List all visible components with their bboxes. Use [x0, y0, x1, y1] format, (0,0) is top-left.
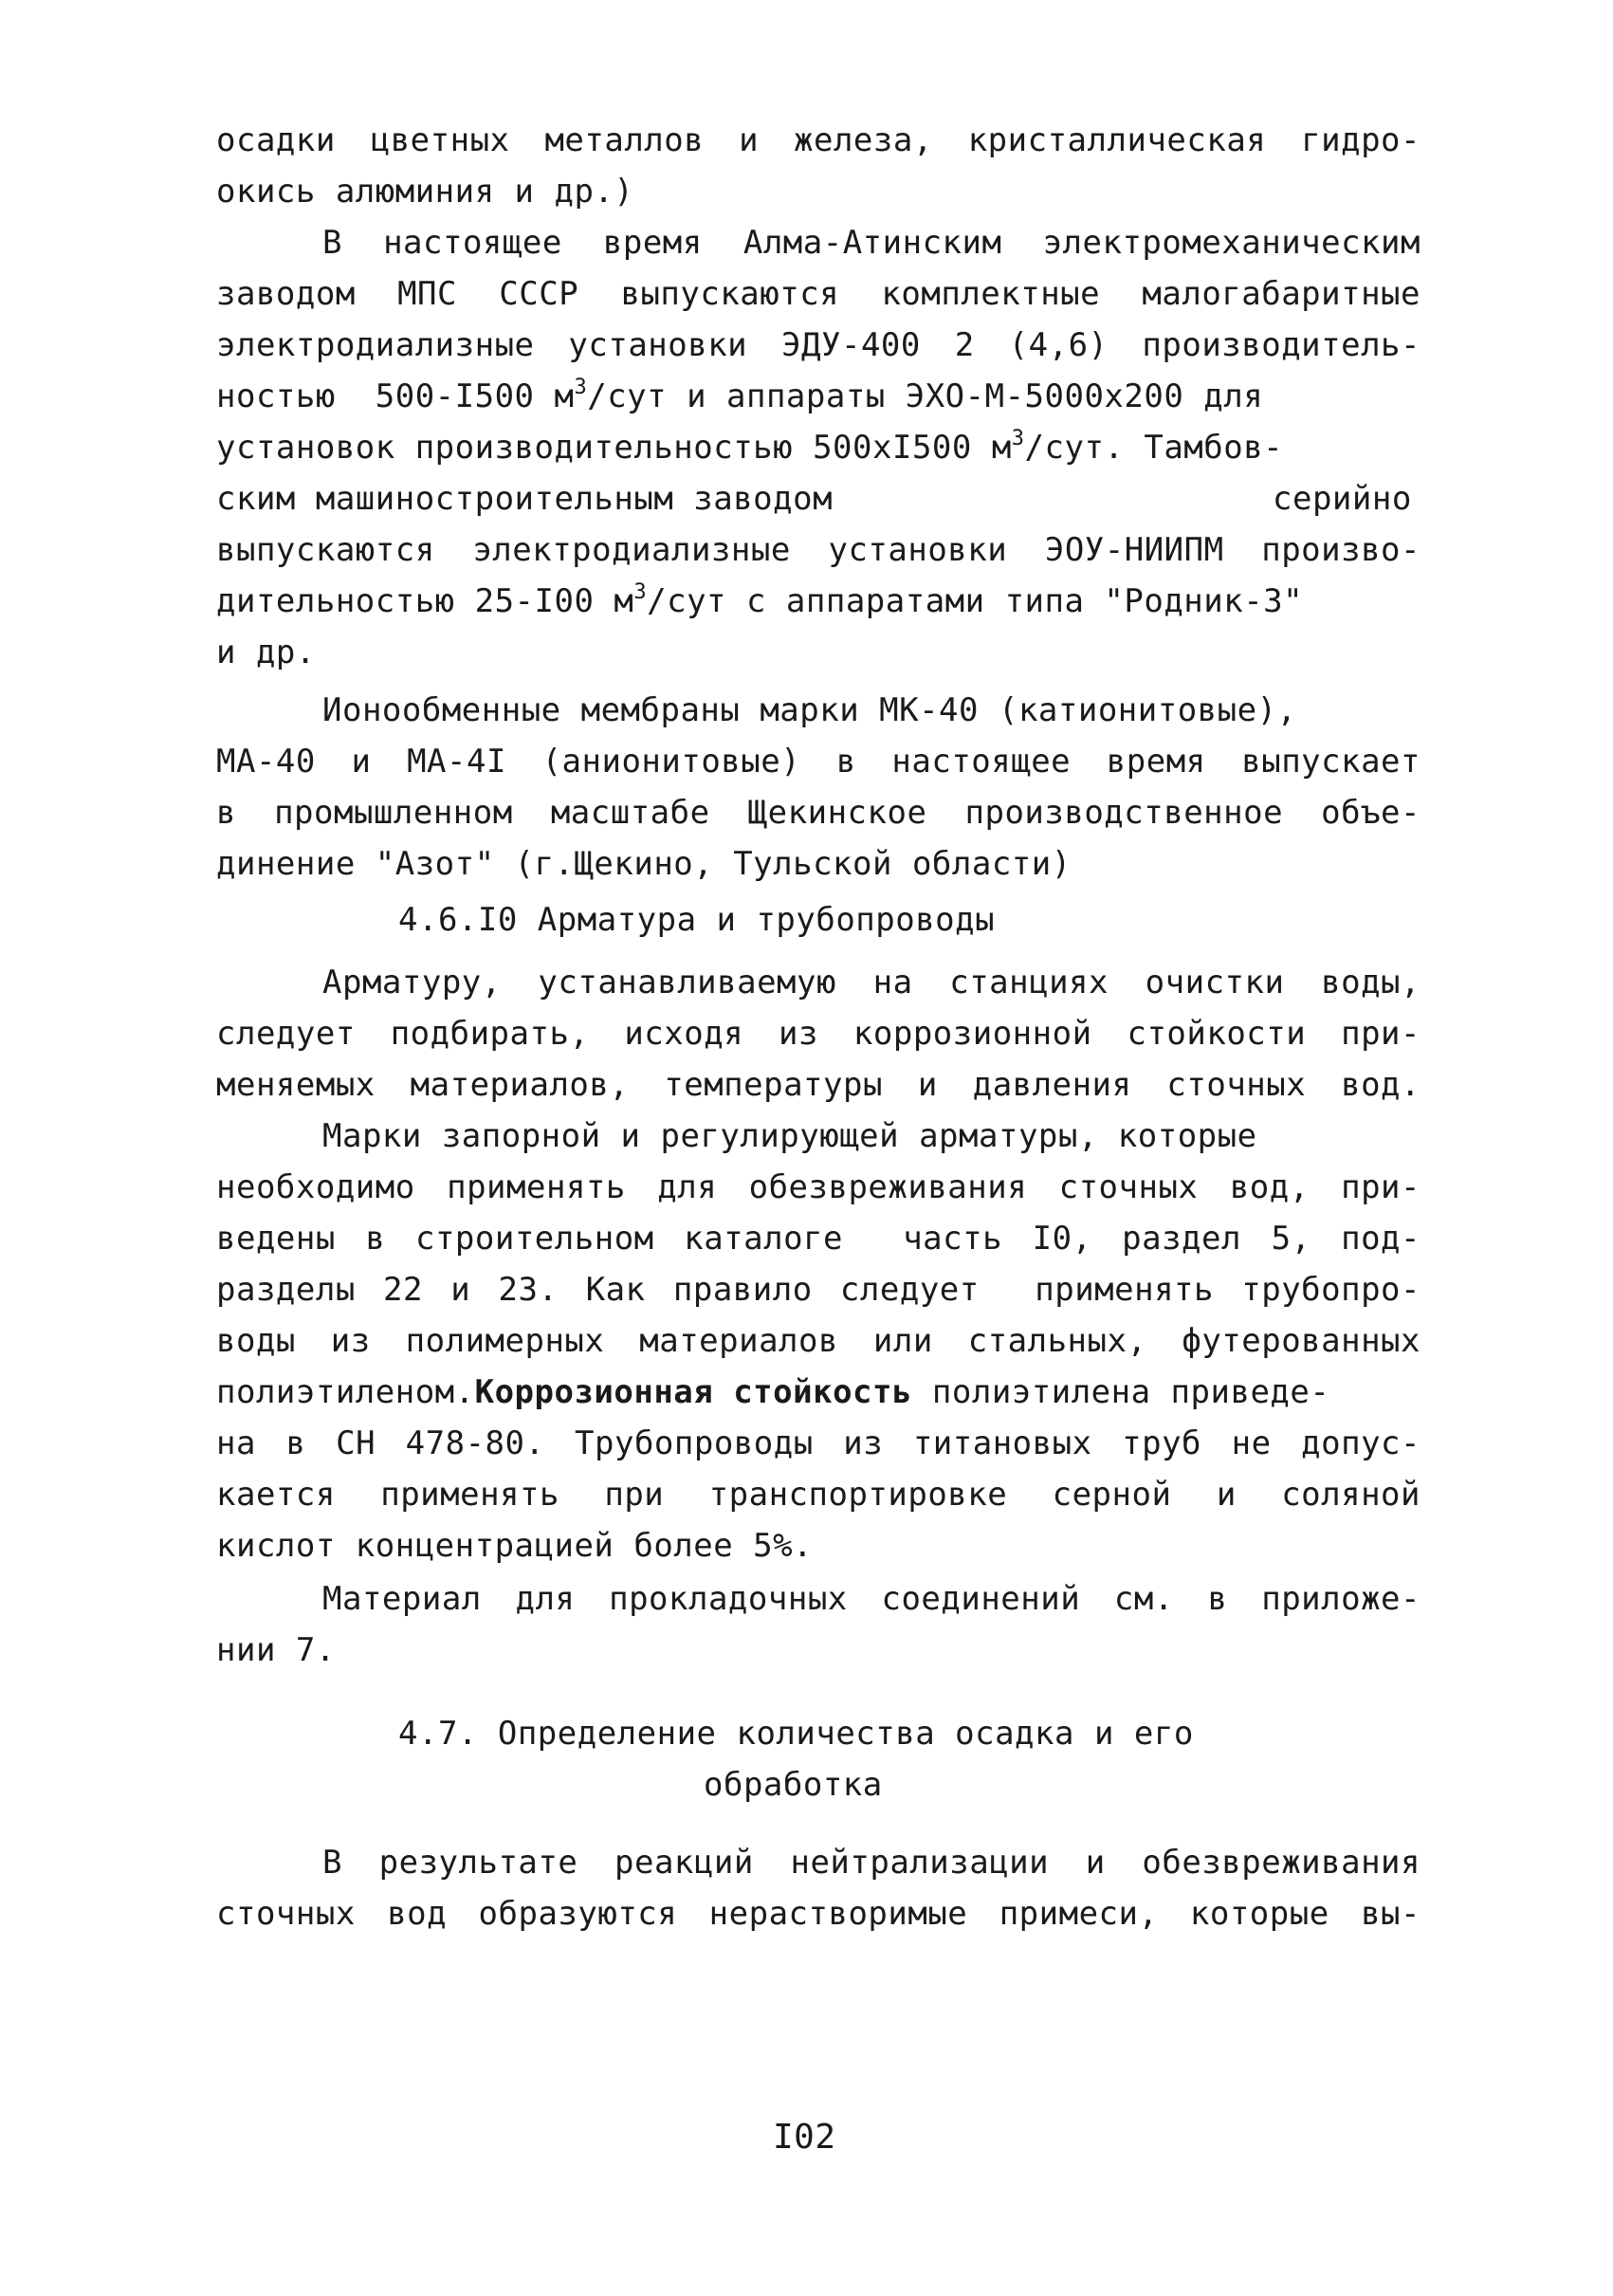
text-line: кается применять при транспортировке серной и соляной [216, 1476, 1421, 1514]
bold-text-fragment: Коррозионная стойкость [474, 1373, 912, 1411]
text-line: серийно [1273, 480, 1412, 518]
text-line: выпускаются электродиализные установки ЭОУ-НИИПМ произво- [216, 531, 1421, 569]
text-line: ским машиностроительным заводом [216, 480, 834, 518]
text-line: окись алюминия и др.) [216, 173, 634, 211]
text-fragment: установок производительностью 500хI500 м [216, 429, 1012, 467]
text-line: ведены в строительном каталоге часть I0, раздел 5, под- [216, 1220, 1421, 1258]
text-line: кислот концентрацией более 5%. [216, 1527, 814, 1565]
text-line: следует подбирать, исходя из коррозионной стойкости при- [216, 1015, 1421, 1053]
text-line: динение "Азот" (г.Щекино, Тульской области) [216, 845, 1072, 883]
section-heading: обработка [704, 1766, 883, 1804]
text-line: Материал для прокладочных соединений см. в приложе- [322, 1580, 1421, 1618]
text-line: МА-40 и МА-4I (анионитовые) в настоящее время выпускает [216, 743, 1421, 781]
text-line [216, 1369, 1329, 1415]
text-line [216, 374, 1263, 419]
text-line: заводом МПС СССР выпускаются комплектные малогабаритные [216, 275, 1421, 313]
text-line: необходимо применять для обезвреживания сточных вод, при- [216, 1168, 1421, 1206]
text-fragment: ностью 500-I500 м [216, 377, 575, 415]
text-fragment: /сут с аппаратами типа "Родник-3" [647, 582, 1304, 620]
section-heading: 4.6.I0 Арматура и трубопроводы [398, 901, 996, 939]
text-line: сточных вод образуются нерастворимые примеси, которые вы- [216, 1895, 1421, 1933]
text-line: Марки запорной и регулирующей арматуры, которые [322, 1117, 1257, 1155]
text-line [216, 579, 1303, 624]
section-heading: 4.7. Определение количества осадка и его [398, 1715, 1194, 1753]
text-fragment: дительностью 25-I00 м [216, 582, 634, 620]
superscript: 3 [574, 376, 588, 399]
text-line: на в СН 478-80. Трубопроводы из титановых труб не допус- [216, 1424, 1421, 1462]
text-fragment: полиэтиленом. [216, 1373, 475, 1411]
text-line: в промышленном масштабе Щекинское производственное объе- [216, 794, 1421, 832]
text-line: осадки цветных металлов и железа, кристаллическая гидро- [216, 121, 1421, 159]
text-line [216, 425, 1283, 470]
superscript: 3 [633, 580, 648, 604]
text-line: Ионообменные мембраны марки МК-40 (катионитовые), [322, 691, 1297, 729]
superscript: 3 [1011, 427, 1025, 450]
text-line: Арматуру, устанавливаемую на станциях очистки воды, [322, 964, 1421, 1001]
text-line: и др. [216, 634, 316, 671]
text-fragment: /сут и аппараты ЭХО-М-5000х200 для [587, 377, 1264, 415]
text-line: электродиализные установки ЭДУ-400 2 (4,6) производитель- [216, 326, 1421, 364]
text-line: разделы 22 и 23. Как правило следует применять трубопро- [216, 1271, 1421, 1309]
text-line: В настоящее время Алма-Атинским электромеханическим [322, 224, 1421, 262]
text-fragment: полиэтилена приведе- [911, 1373, 1330, 1411]
text-line: меняемых материалов, температуры и давления сточных вод. [216, 1066, 1421, 1104]
text-fragment: /сут. Тамбов- [1024, 429, 1284, 467]
text-line: нии 7. [216, 1631, 336, 1669]
text-line: воды из полимерных материалов или стальных, футерованных [216, 1322, 1421, 1360]
text-line: В результате реакций нейтрализации и обезвреживания [322, 1844, 1421, 1882]
page-number: I02 [773, 2118, 836, 2157]
